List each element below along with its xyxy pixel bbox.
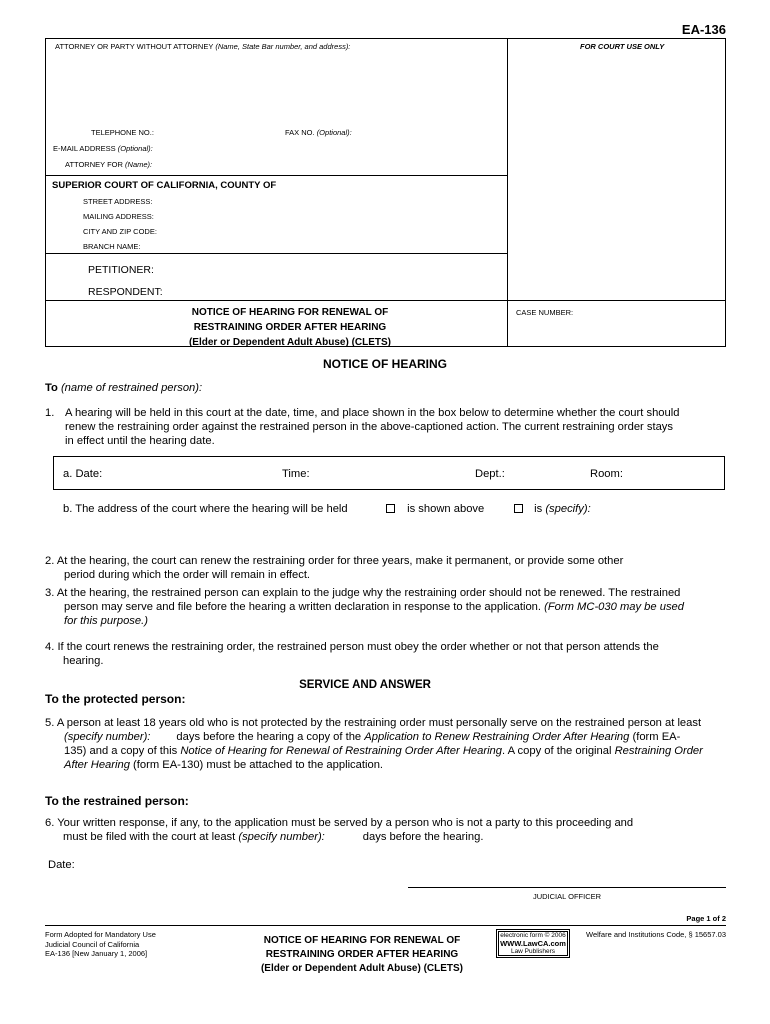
respondent-label: RESPONDENT: bbox=[88, 286, 163, 298]
to-label: To (name of restrained person): bbox=[45, 382, 203, 394]
street-label: STREET ADDRESS: bbox=[83, 197, 153, 206]
notice-heading: NOTICE OF HEARING bbox=[322, 357, 447, 371]
footer-title: NOTICE OF HEARING FOR RENEWAL OF RESTRAINING ORDER AFTER HEARING (Elder or Dependent Adult Abuse) (CLETS) bbox=[260, 935, 464, 974]
form-id: EA-136 bbox=[681, 22, 726, 37]
email-label: E-MAIL ADDRESS (Optional): bbox=[53, 144, 153, 153]
date-signature-label: Date: bbox=[48, 859, 75, 871]
time-label: Time: bbox=[282, 468, 310, 480]
branch-label: BRANCH NAME: bbox=[83, 242, 141, 251]
lawca-stamp: electronic form © 2006 WWW.LawCA.com Law Publishers bbox=[496, 929, 570, 958]
attorney-label: ATTORNEY OR PARTY WITHOUT ATTORNEY (Name, State Bar number, and address): bbox=[55, 42, 351, 51]
room-label: Room: bbox=[590, 468, 623, 480]
item-3: 3. At the hearing, the restrained person can explain to the judge why the restraining order should not be renewed. The restrained person may serve and file before the hearing a written declaration in response to the application. (Form MC-030 may be used for this purpose.) bbox=[45, 587, 684, 627]
attorney-for-label: ATTORNEY FOR (Name): bbox=[65, 160, 153, 169]
dept-label: Dept.: bbox=[475, 468, 505, 480]
restrained-person-heading: To the restrained person: bbox=[45, 794, 189, 808]
code-citation: Welfare and Institutions Code, § 15657.03 bbox=[586, 930, 726, 939]
court-title: SUPERIOR COURT OF CALIFORNIA, COUNTY OF bbox=[52, 180, 277, 191]
signature-line bbox=[408, 887, 726, 888]
item-1: A hearing will be held in this court at the date, time, and place shown in the box below to determine whether the court should renew the restraining order against the restrained person in the above-captioned action. The current restraining order stays in effect until the hearing date. bbox=[65, 407, 680, 447]
adopted-block: Form Adopted for Mandatory Use Judicial Council of California EA-136 [New January 1, 2006] bbox=[45, 930, 156, 958]
court-use-only: FOR COURT USE ONLY bbox=[580, 42, 665, 51]
shown-above-checkbox[interactable] bbox=[386, 504, 395, 513]
hearing-box bbox=[53, 456, 725, 490]
case-number-label: CASE NUMBER: bbox=[516, 308, 574, 317]
address-label: b. The address of the court where the hearing will be held bbox=[63, 503, 348, 515]
specify-option[interactable]: is (specify): bbox=[514, 502, 591, 516]
telephone-label: TELEPHONE NO.: bbox=[91, 128, 154, 137]
protected-person-heading: To the protected person: bbox=[45, 692, 186, 706]
caption-title: NOTICE OF HEARING FOR RENEWAL OF RESTRAINING ORDER AFTER HEARING (Elder or Dependent Adult Abuse) (CLETS) bbox=[188, 307, 392, 348]
item-6: 6. Your written response, if any, to the application must be served by a person who is not a party to this proceeding and must be filed with the court at least (specify number): days before the hearing. bbox=[45, 817, 634, 843]
mailing-label: MAILING ADDRESS: bbox=[83, 212, 154, 221]
petitioner-label: PETITIONER: bbox=[88, 264, 154, 276]
date-label: a. Date: bbox=[63, 468, 103, 480]
service-heading: SERVICE AND ANSWER bbox=[299, 679, 431, 691]
item-2: 2. At the hearing, the court can renew the restraining order for three years, make it permanent, or provide some other period during which the order will remain in effect. bbox=[45, 555, 624, 581]
fax-label: FAX NO. (Optional): bbox=[285, 128, 352, 137]
city-zip-label: CITY AND ZIP CODE: bbox=[83, 227, 157, 236]
judicial-officer-label: JUDICIAL OFFICER bbox=[532, 892, 602, 901]
shown-above-option[interactable]: is shown above bbox=[386, 502, 484, 516]
page-number: Page 1 of 2 bbox=[686, 914, 726, 923]
item-1-num: 1. bbox=[45, 407, 55, 419]
item-4: 4. If the court renews the restraining order, the restrained person must obey the order whether or not that person attends the hearing. bbox=[45, 641, 659, 667]
item-5: 5. A person at least 18 years old who is not protected by the restraining order must personally serve on the restrained person at least (specify number): days before the hearing a copy of the Application to Renew Restraining Order After Hearing (form EA- 135) and a copy of this Notice of Hearing for Renewal of Restraining Order After Hearing. A copy of the original Restraining Order After Hearing (form EA-130) must be attached to the application. bbox=[45, 717, 703, 771]
specify-checkbox[interactable] bbox=[514, 504, 523, 513]
